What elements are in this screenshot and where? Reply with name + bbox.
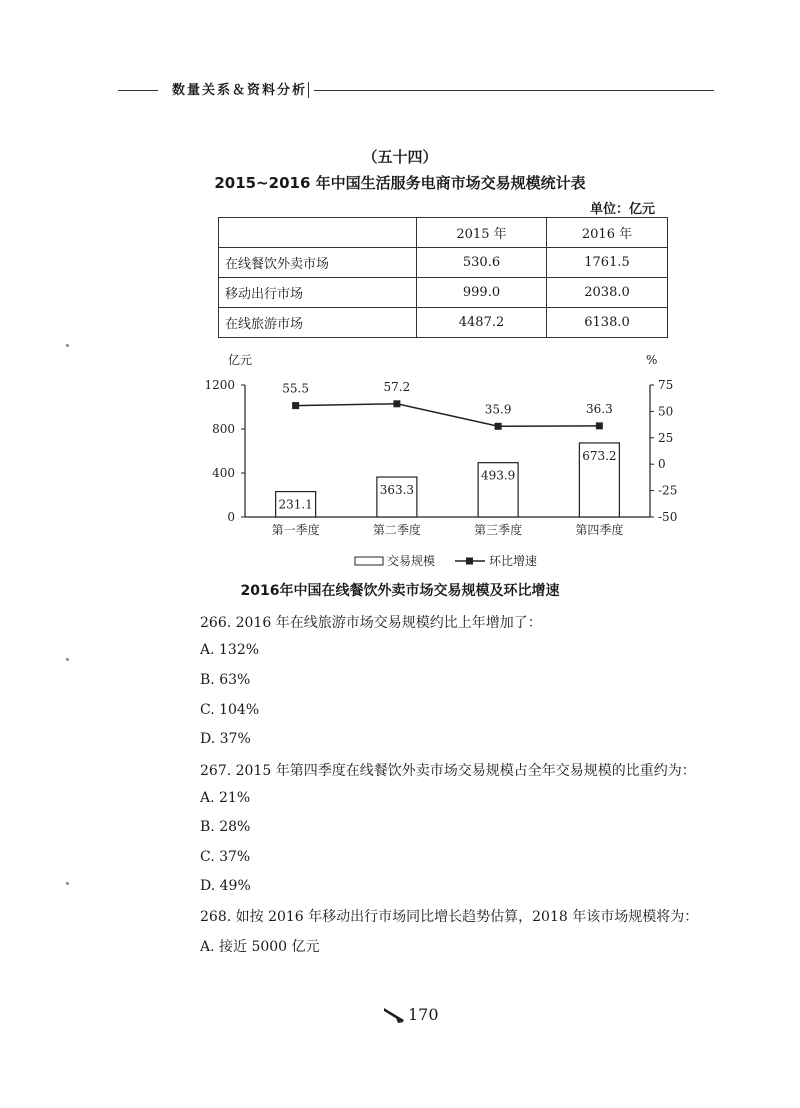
option: D. 49% bbox=[200, 878, 251, 894]
growth-point bbox=[596, 422, 603, 429]
table-cell: 移动出行市场 bbox=[219, 278, 417, 308]
legend-bar-swatch bbox=[355, 557, 383, 565]
legend-line-marker bbox=[466, 558, 473, 565]
x-tick-label: 第二季度 bbox=[372, 523, 421, 537]
growth-point bbox=[292, 402, 299, 409]
option: A. 21% bbox=[200, 790, 251, 806]
table-cell: 6138.0 bbox=[547, 308, 668, 338]
x-tick-label: 第一季度 bbox=[271, 523, 320, 537]
growth-label: 36.3 bbox=[586, 401, 613, 416]
bar-label: 673.2 bbox=[582, 448, 617, 463]
table-cell: 999.0 bbox=[417, 278, 547, 308]
option: A. 132% bbox=[200, 642, 260, 658]
table-row bbox=[219, 308, 668, 338]
bar-label: 231.1 bbox=[278, 497, 313, 512]
question-stem: 267. 2015 年第四季度在线餐饮外卖市场交易规模占全年交易规模的比重约为： bbox=[200, 763, 696, 779]
y-tick-label-left: 800 bbox=[212, 422, 235, 436]
table-header-cell: 2016 年 bbox=[547, 218, 668, 248]
option: B. 63% bbox=[200, 672, 251, 688]
y-tick-label-right: -25 bbox=[658, 483, 678, 498]
legend-line-label: 环比增速 bbox=[489, 554, 538, 568]
combo-chart bbox=[200, 350, 680, 575]
growth-point bbox=[495, 423, 502, 430]
growth-point bbox=[393, 400, 400, 407]
table-title: 2015~2016 年中国生活服务电商市场交易规模统计表 bbox=[214, 174, 586, 192]
growth-label: 57.2 bbox=[383, 379, 411, 394]
y-axis-right-label: % bbox=[646, 353, 658, 367]
bar-label: 363.3 bbox=[379, 483, 415, 498]
stat-table bbox=[218, 217, 668, 338]
table-cell: 1761.5 bbox=[547, 248, 668, 278]
table-unit: 单位：亿元 bbox=[590, 202, 656, 217]
x-tick-label: 第三季度 bbox=[474, 523, 523, 537]
scan-speck bbox=[66, 658, 69, 661]
section-number: （五十四） bbox=[362, 148, 438, 166]
growth-label: 55.5 bbox=[282, 381, 309, 396]
y-tick-label-left: 0 bbox=[227, 510, 235, 524]
option: C. 104% bbox=[200, 702, 260, 718]
bar-label: 493.9 bbox=[480, 468, 516, 483]
y-tick-label-right: 0 bbox=[658, 457, 666, 472]
growth-line bbox=[296, 404, 600, 426]
table-cell: 4487.2 bbox=[417, 308, 547, 338]
table-cell: 2038.0 bbox=[547, 278, 668, 308]
table-cell: 在线餐饮外卖市场 bbox=[219, 248, 417, 278]
header-separator bbox=[308, 82, 309, 98]
y-tick-label-left: 400 bbox=[212, 466, 235, 480]
table-cell: 530.6 bbox=[417, 248, 547, 278]
option: D. 37% bbox=[200, 731, 251, 747]
y-tick-label-right: 50 bbox=[658, 404, 674, 419]
chart-title: 2016年中国在线餐饮外卖市场交易规模及环比增速 bbox=[240, 583, 560, 599]
table-row bbox=[219, 248, 668, 278]
y-axis-left-label: 亿元 bbox=[228, 353, 253, 367]
y-tick-label-right: 25 bbox=[658, 430, 674, 445]
header-title: 数量关系＆资料分析 bbox=[172, 83, 308, 98]
legend-bar-label: 交易规模 bbox=[387, 554, 436, 568]
y-tick-label-right: 75 bbox=[658, 378, 674, 392]
x-tick-label: 第四季度 bbox=[575, 523, 624, 537]
table-row bbox=[219, 278, 668, 308]
option: A. 接近 5000 亿元 bbox=[200, 939, 320, 955]
question-stem: 266. 2016 年在线旅游市场交易规模约比上年增加了： bbox=[200, 615, 542, 631]
option: B. 28% bbox=[200, 819, 251, 835]
question-stem: 268. 如按 2016 年移动出行市场同比增长趋势估算，2018 年该市场规模将为： bbox=[200, 909, 699, 925]
quill-icon bbox=[382, 1006, 406, 1024]
scan-speck bbox=[66, 882, 69, 885]
y-tick-label-right: -50 bbox=[658, 510, 678, 524]
page-number: 170 bbox=[408, 1005, 439, 1024]
table-header-row bbox=[219, 218, 668, 248]
header-rule-left bbox=[118, 90, 158, 91]
option: C. 37% bbox=[200, 849, 251, 865]
scan-speck bbox=[66, 344, 69, 347]
table-header-cell: 2015 年 bbox=[417, 218, 547, 248]
growth-label: 35.9 bbox=[484, 402, 512, 417]
header-rule-right bbox=[314, 90, 714, 91]
table-header-cell bbox=[219, 218, 417, 248]
table-cell: 在线旅游市场 bbox=[219, 308, 417, 338]
y-tick-label-left: 1200 bbox=[204, 378, 235, 392]
